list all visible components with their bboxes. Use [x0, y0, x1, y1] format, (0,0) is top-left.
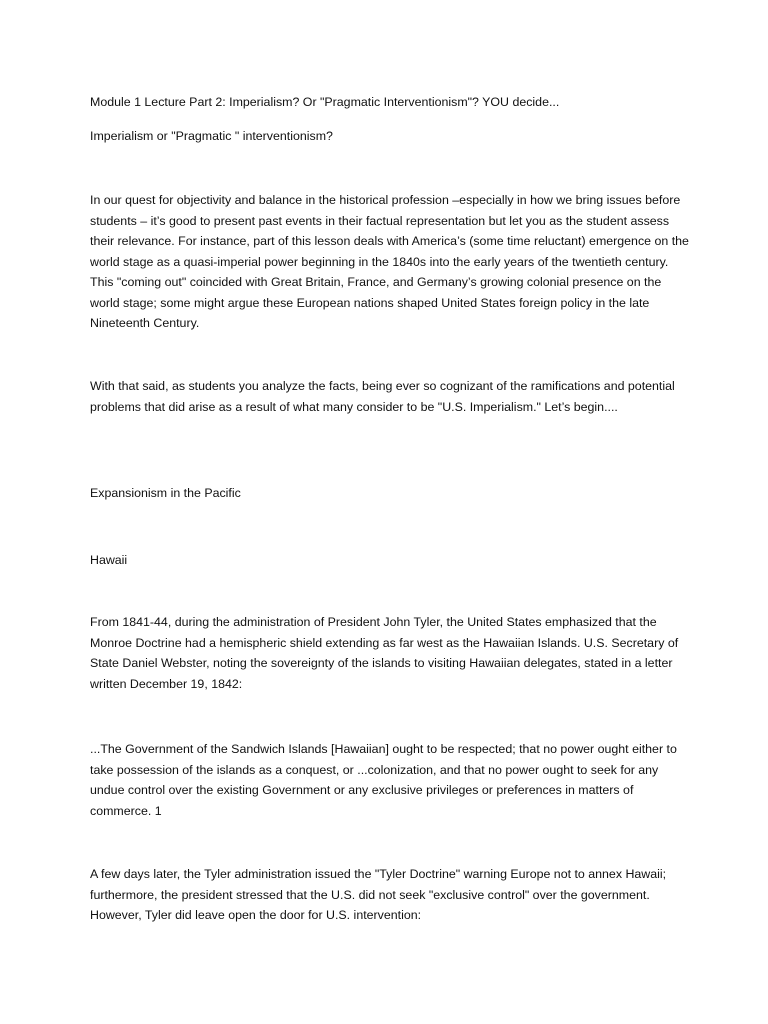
history-paragraph: From 1841-44, during the administration of President John Tyler, the United States emphasized that the Monroe Doctrine had a hemispheric shield extending as far west as the Hawaiian Islands. U.S. Secretary of State Daniel Webster, noting the sovereignty of the islands to visiting Hawaiian delegates, stated in a letter written December 19, 1842:: [90, 615, 679, 691]
section-heading: Expansionism in the Pacific: [90, 486, 241, 500]
analysis-paragraph: With that said, as students you analyze the facts, being ever so cognizant of the ramifications and potential problems that did arise as a result of what many consider to be "U.S. Imperialism." Let’s begin....: [90, 379, 675, 414]
page-subtitle: Imperialism or "Pragmatic " interventionism?: [90, 129, 333, 143]
quoted-letter: ...The Government of the Sandwich Islands [Hawaiian] ought to be respected; that no power ought either to take possession of the islands as a conquest, or ...colonization, and that no power ought to seek for any undue control over the existing Government or any exclusive privileges or preferences in matters of commerce. 1: [90, 742, 677, 818]
page-title: Module 1 Lecture Part 2: Imperialism? Or "Pragmatic Interventionism"? YOU decide...: [90, 95, 560, 109]
closing-paragraph: A few days later, the Tyler administration issued the "Tyler Doctrine" warning Europe not to annex Hawaii; furthermore, the president stressed that the U.S. did not seek "exclusive control" over the government. However, Tyler did leave open the door for U.S. intervention:: [90, 867, 667, 922]
intro-paragraph: In our quest for objectivity and balance in the historical profession –especially in how we bring issues before students – it’s good to present past events in their factual representation but let you as the student assess their relevance. For instance, part of this lesson deals with America’s (some time reluctant) emergence on the world stage as a quasi-imperial power beginning in the 1840s into the early years of the twentieth century. This "coming out" coincided with Great Britain, France, and Germany’s growing colonial presence on the world stage; some might argue these European nations shaped United States foreign policy in the late Nineteenth Century.: [90, 193, 689, 330]
subsection-heading: Hawaii: [90, 553, 128, 567]
